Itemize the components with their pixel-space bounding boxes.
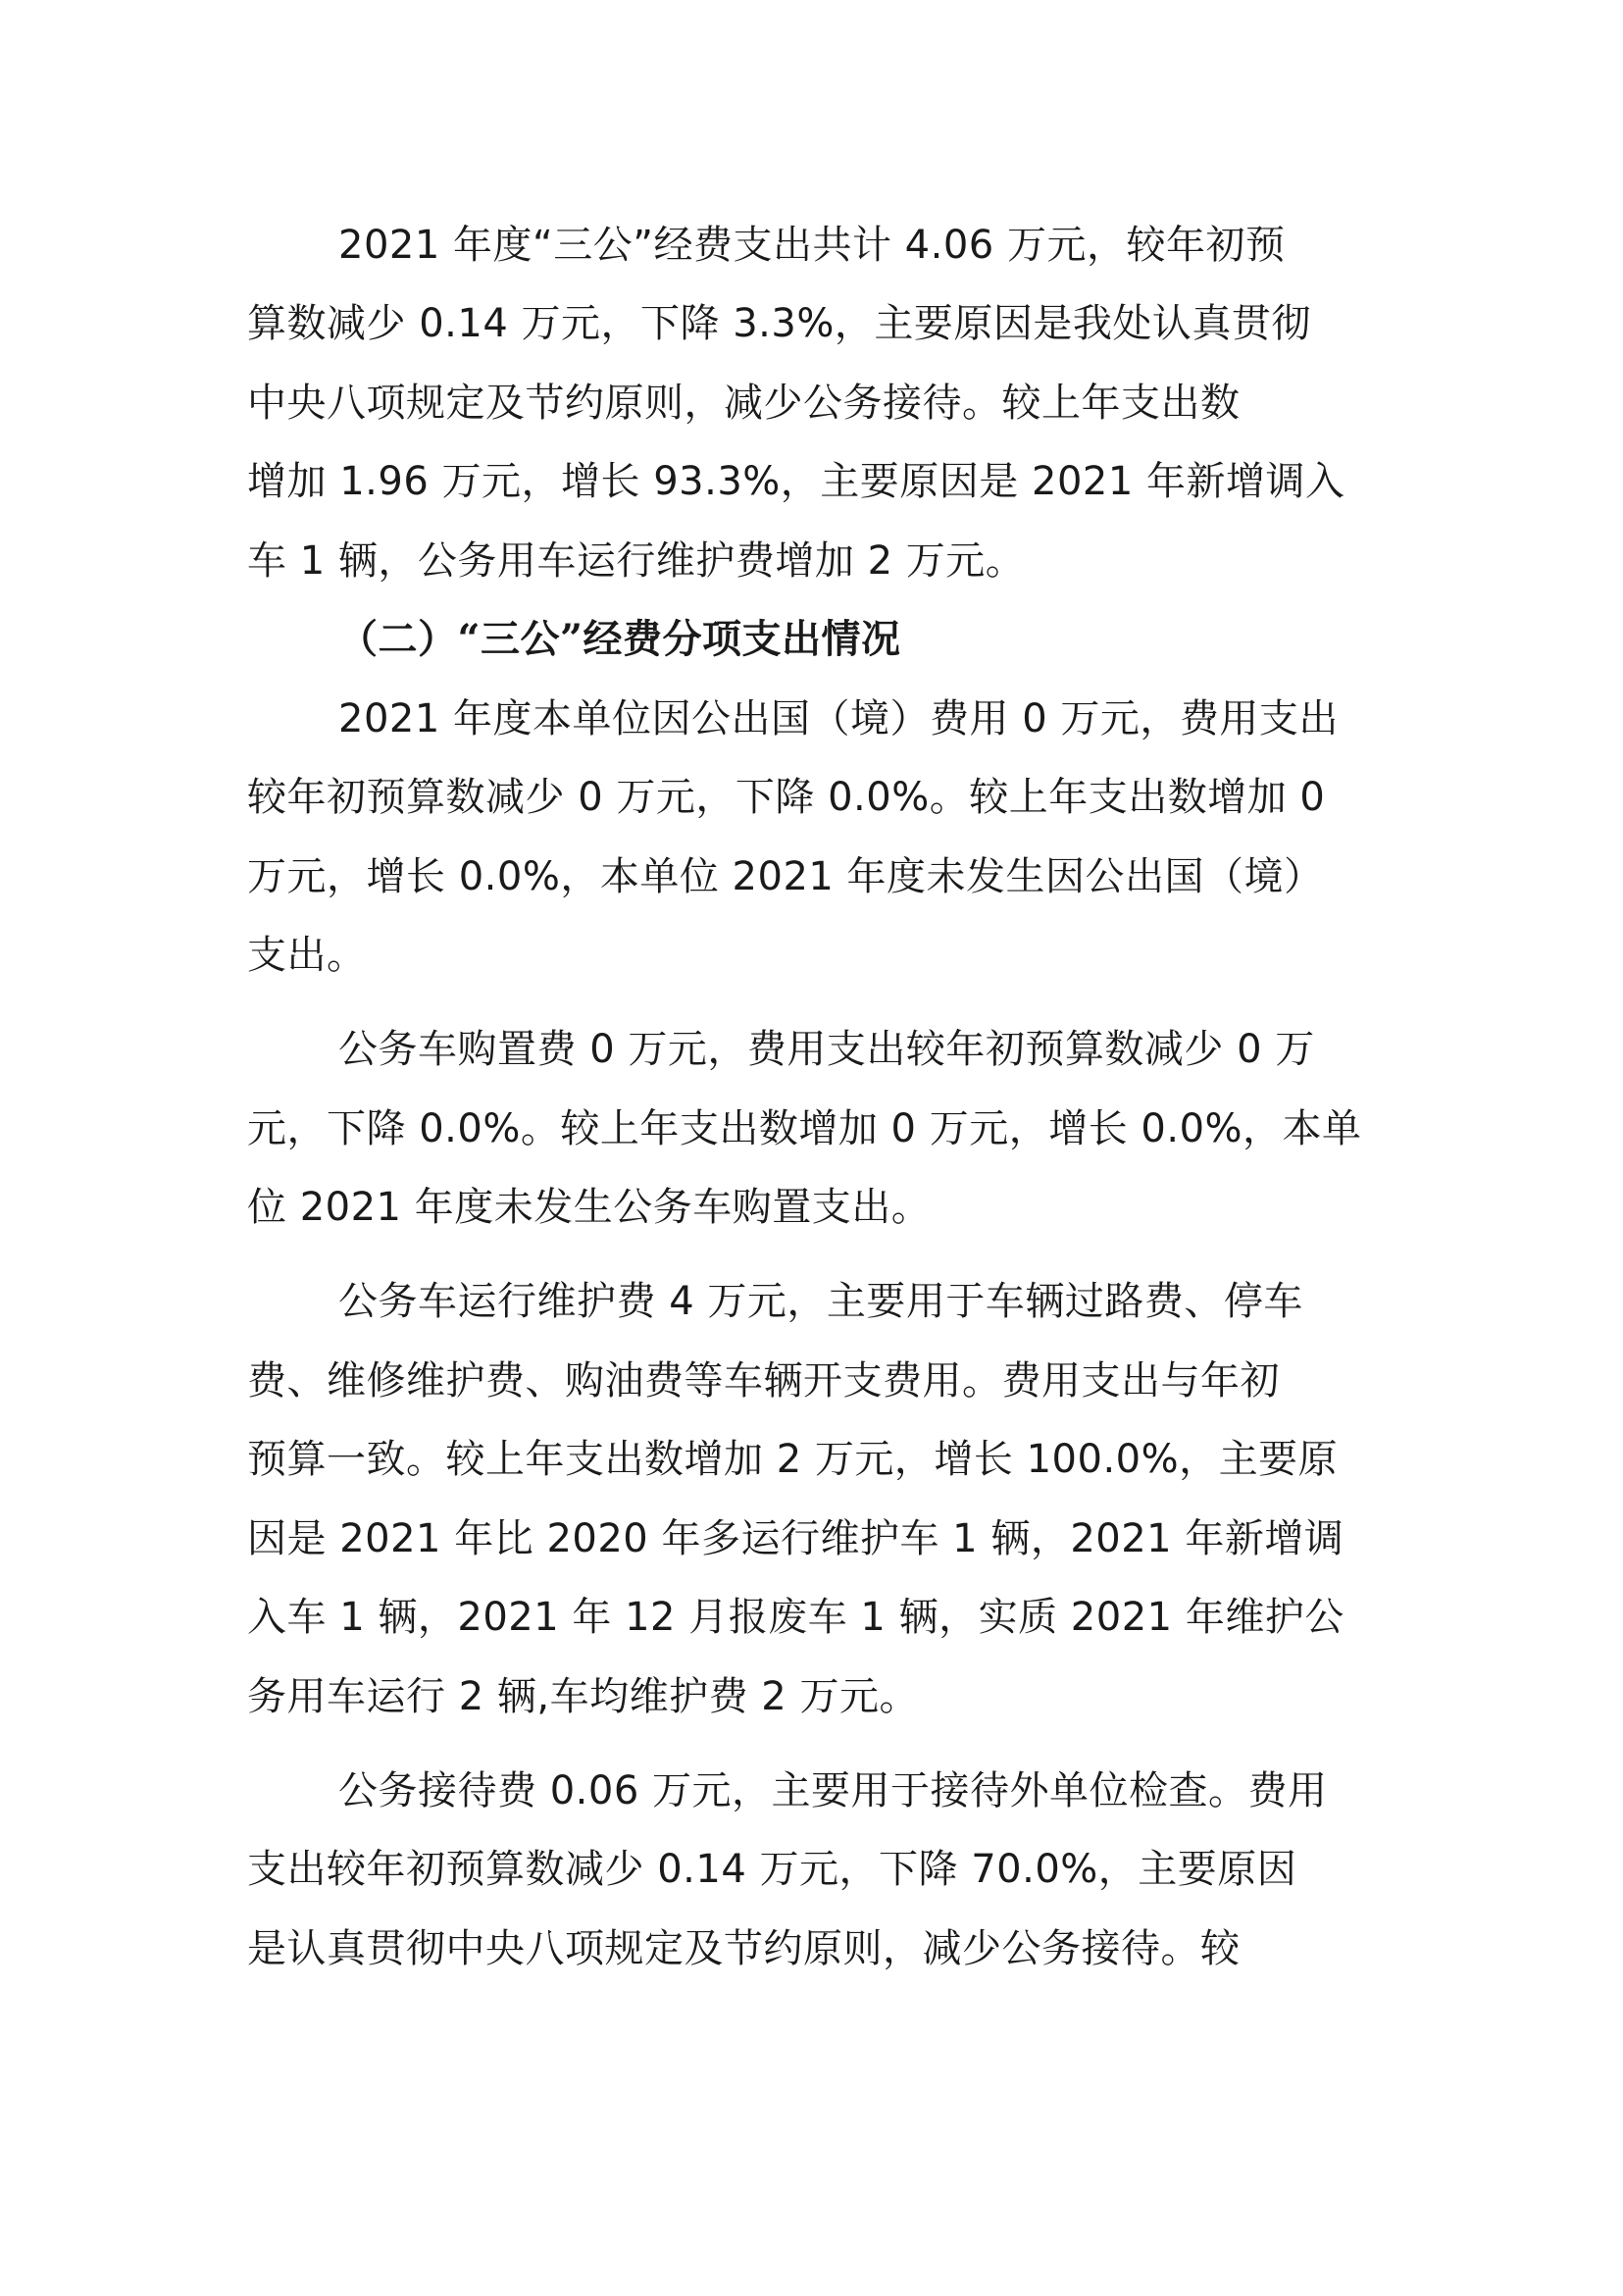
- paragraph-line: 是认真贯彻中央八项规定及节约原则，减少公务接待。较: [247, 1926, 1241, 1971]
- paragraph-line: 公务接待费 0.06 万元，主要用于接待外单位检查。费用: [338, 1768, 1328, 1813]
- paragraph-line: 费、维修维护费、购油费等车辆开支费用。费用支出与年初: [247, 1358, 1280, 1403]
- paragraph-line: 预算一致。较上年支出数增加 2 万元，增长 100.0%，主要原: [247, 1437, 1339, 1482]
- section-heading: （二）“三公”经费分项支出情况: [338, 616, 901, 662]
- paragraph-line: 因是 2021 年比 2020 年多运行维护车 1 辆，2021 年新增调: [247, 1516, 1344, 1561]
- paragraph-line: 2021 年度“三公”经费支出共计 4.06 万元，较年初预: [338, 223, 1286, 268]
- paragraph-line: 车 1 辆，公务用车运行维护费增加 2 万元。: [247, 538, 1026, 584]
- paragraph-line: 务用车运行 2 辆,车均维护费 2 万元。: [247, 1674, 919, 1719]
- paragraph-line: 支出较年初预算数减少 0.14 万元，下降 70.0%，主要原因: [247, 1847, 1297, 1892]
- paragraph-line: 支出。: [247, 933, 367, 978]
- paragraph-line: 入车 1 辆，2021 年 12 月报废车 1 辆，实质 2021 年维护公: [247, 1595, 1344, 1640]
- paragraph-line: 万元，增长 0.0%，本单位 2021 年度未发生因公出国（境）: [247, 854, 1324, 899]
- paragraph-line: 公务车购置费 0 万元，费用支出较年初预算数减少 0 万: [338, 1027, 1315, 1072]
- paragraph-line: 2021 年度本单位因公出国（境）费用 0 万元，费用支出: [338, 696, 1339, 741]
- paragraph-line: 增加 1.96 万元，增长 93.3%，主要原因是 2021 年新增调入: [247, 459, 1345, 504]
- paragraph-line: 位 2021 年度未发生公务车购置支出。: [247, 1185, 932, 1230]
- paragraph-line: 元，下降 0.0%。较上年支出数增加 0 万元，增长 0.0%，本单: [247, 1106, 1362, 1151]
- paragraph-line: 中央八项规定及节约原则，减少公务接待。较上年支出数: [247, 381, 1241, 426]
- paragraph-line: 算数减少 0.14 万元，下降 3.3%，主要原因是我处认真贯彻: [247, 301, 1311, 346]
- paragraph-line: 公务车运行维护费 4 万元，主要用于车辆过路费、停车: [338, 1279, 1303, 1324]
- paragraph-line: 较年初预算数减少 0 万元，下降 0.0%。较上年支出数增加 0: [247, 775, 1326, 820]
